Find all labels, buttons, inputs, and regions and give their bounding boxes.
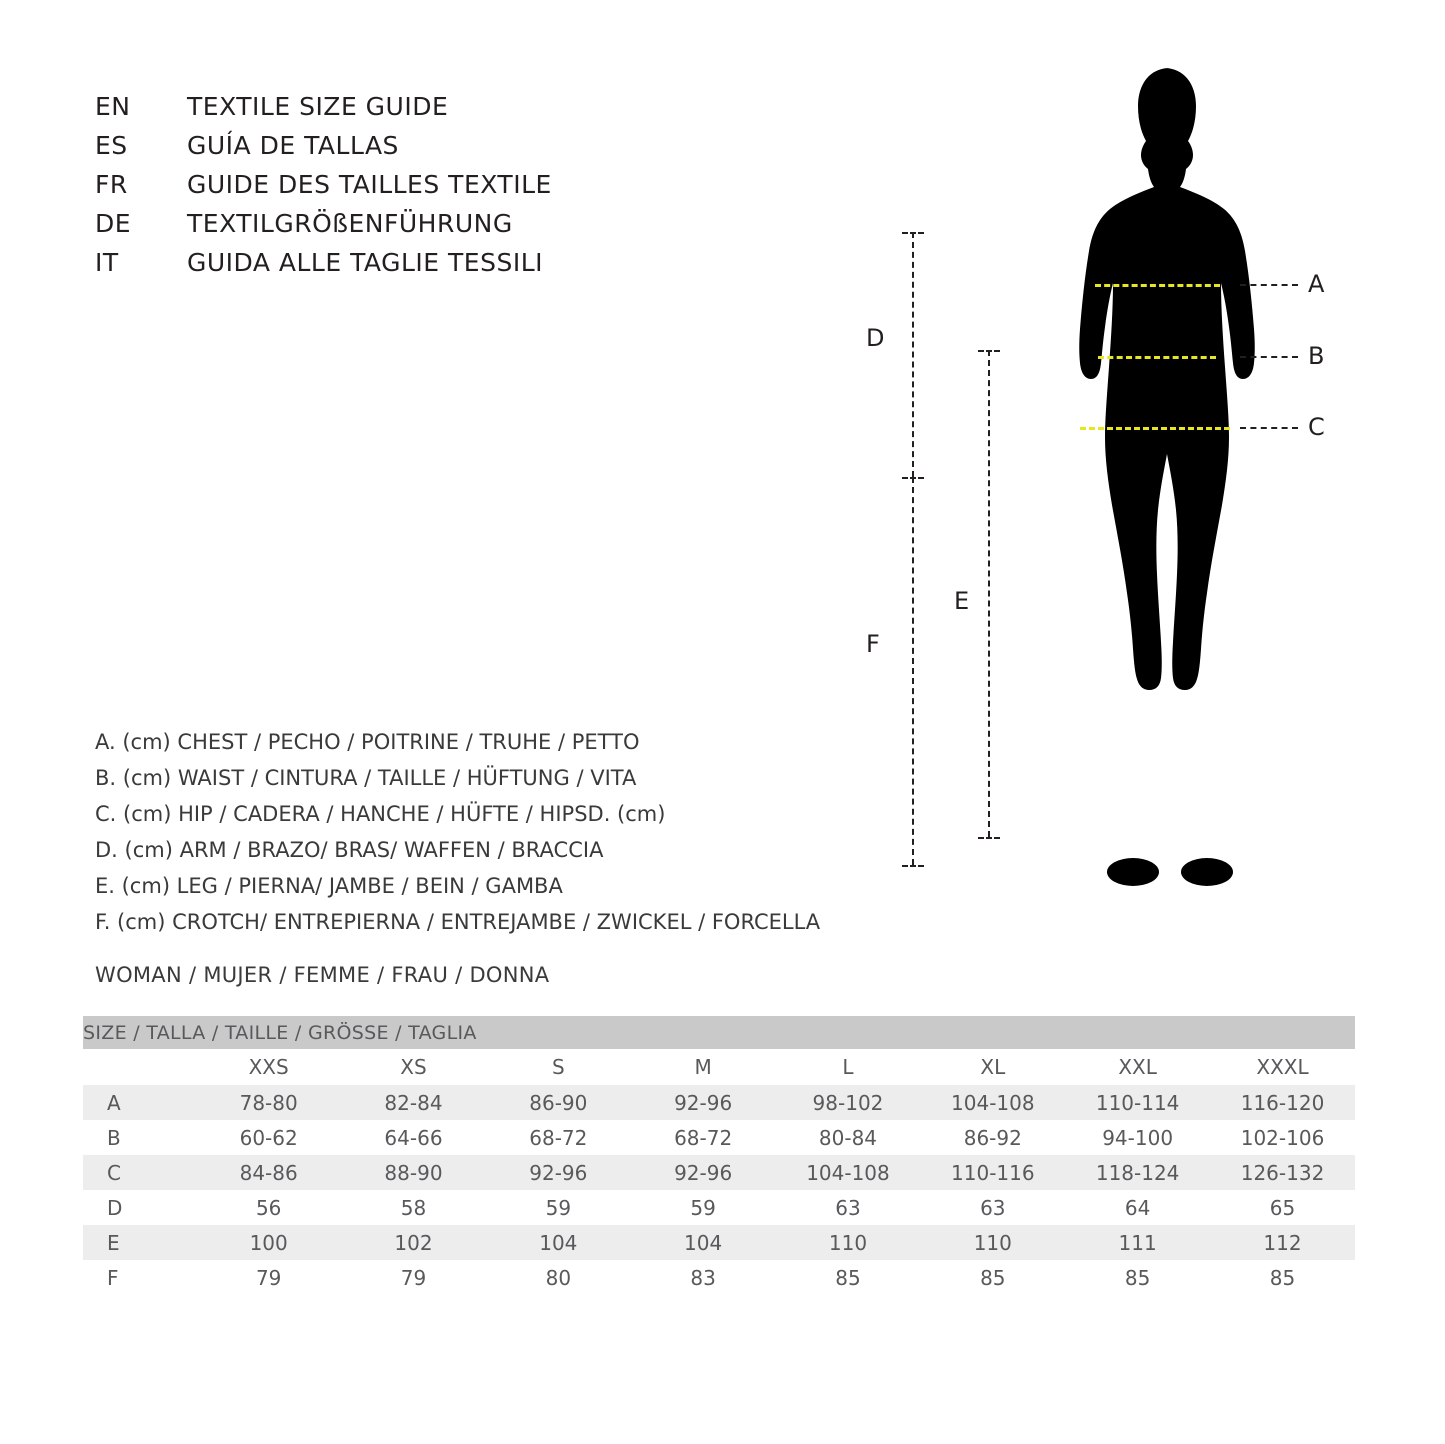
arm-dimension-tick-top: [902, 232, 924, 234]
cell-a-xs: 82-84: [341, 1085, 486, 1120]
cell-f-xs: 79: [341, 1260, 486, 1295]
cell-d-m: 59: [631, 1190, 776, 1225]
title-lang-en: EN: [95, 92, 131, 121]
cell-f-xxs: 79: [196, 1260, 341, 1295]
title-row: [95, 170, 715, 209]
cell-d-l: 63: [776, 1190, 921, 1225]
legend-item-c: C. (cm) HIP / CADERA / HANCHE / HÜFTE / HIPSD. (cm): [95, 802, 666, 826]
table-header-row: [83, 1049, 1355, 1085]
table-col-l: L: [776, 1049, 921, 1085]
cell-d-xxxl: 65: [1210, 1190, 1355, 1225]
title-row: [95, 248, 715, 287]
label-d: D: [866, 324, 885, 352]
table-caption: SIZE / TALLA / TAILLE / GRÖSSE / TAGLIA: [83, 1016, 1355, 1049]
arm-dimension-line: [912, 232, 914, 477]
table-row: [83, 1120, 1355, 1155]
cell-b-xxxl: 102-106: [1210, 1120, 1355, 1155]
cell-d-xl: 63: [920, 1190, 1065, 1225]
title-text-fr: GUIDE DES TAILLES TEXTILE: [187, 170, 552, 199]
title-block: [95, 92, 715, 287]
label-f: F: [866, 630, 881, 658]
waist-leader-line: [1240, 356, 1298, 358]
cell-b-m: 68-72: [631, 1120, 776, 1155]
cell-f-l: 85: [776, 1260, 921, 1295]
table-col-xxxl: XXXL: [1210, 1049, 1355, 1085]
table-row-label-d: D: [83, 1190, 196, 1225]
cell-b-xxl: 94-100: [1065, 1120, 1210, 1155]
table-col-m: M: [631, 1049, 776, 1085]
cell-b-xl: 86-92: [920, 1120, 1065, 1155]
title-lang-it: IT: [95, 248, 119, 277]
cell-d-xxs: 56: [196, 1190, 341, 1225]
label-b: B: [1308, 342, 1325, 370]
woman-silhouette-icon: [1020, 60, 1320, 890]
label-a: A: [1308, 270, 1325, 298]
cell-c-xxl: 118-124: [1065, 1155, 1210, 1190]
legend-item-f: F. (cm) CROTCH/ ENTREPIERNA / ENTREJAMBE / ZWICKEL / FORCELLA: [95, 910, 821, 934]
title-lang-fr: FR: [95, 170, 128, 199]
cell-e-s: 104: [486, 1225, 631, 1260]
cell-e-m: 104: [631, 1225, 776, 1260]
table-col-xxs: XXS: [196, 1049, 341, 1085]
title-row: [95, 92, 715, 131]
cell-a-xxl: 110-114: [1065, 1085, 1210, 1120]
table-row: [83, 1085, 1355, 1120]
chest-measure-line: [1095, 284, 1220, 287]
cell-b-xxs: 60-62: [196, 1120, 341, 1155]
cell-c-m: 92-96: [631, 1155, 776, 1190]
table-row-label-c: C: [83, 1155, 196, 1190]
title-text-de: TEXTILGRÖßENFÜHRUNG: [187, 209, 513, 238]
cell-d-s: 59: [486, 1190, 631, 1225]
cell-f-xxl: 85: [1065, 1260, 1210, 1295]
cell-f-xl: 85: [920, 1260, 1065, 1295]
size-table: [83, 1016, 1355, 1295]
legend-item-a: A. (cm) CHEST / PECHO / POITRINE / TRUHE / PETTO: [95, 730, 640, 754]
table-row: [83, 1155, 1355, 1190]
cell-c-s: 92-96: [486, 1155, 631, 1190]
table-row: [83, 1260, 1355, 1295]
cell-a-xxs: 78-80: [196, 1085, 341, 1120]
leg-dimension-tick-bottom: [978, 837, 1000, 839]
table-caption-row: [83, 1016, 1355, 1049]
measurement-legend: [95, 724, 925, 940]
title-row: [95, 209, 715, 248]
title-row: [95, 131, 715, 170]
cell-c-xxxl: 126-132: [1210, 1155, 1355, 1190]
table-row-label-b: B: [83, 1120, 196, 1155]
cell-f-m: 83: [631, 1260, 776, 1295]
cell-d-xxl: 64: [1065, 1190, 1210, 1225]
leg-dimension-line: [988, 350, 990, 837]
legend-item-e: E. (cm) LEG / PIERNA/ JAMBE / BEIN / GAMBA: [95, 874, 563, 898]
legend-item-d: D. (cm) ARM / BRAZO/ BRAS/ WAFFEN / BRACCIA: [95, 838, 604, 862]
hip-leader-line: [1240, 427, 1298, 429]
title-text-it: GUIDA ALLE TAGLIE TESSILI: [187, 248, 543, 277]
cell-a-xxxl: 116-120: [1210, 1085, 1355, 1120]
cell-b-s: 68-72: [486, 1120, 631, 1155]
cell-b-l: 80-84: [776, 1120, 921, 1155]
label-e: E: [954, 587, 970, 615]
cell-e-xs: 102: [341, 1225, 486, 1260]
cell-c-xl: 110-116: [920, 1155, 1065, 1190]
table-row: [83, 1225, 1355, 1260]
chest-leader-line: [1240, 284, 1298, 286]
cell-a-l: 98-102: [776, 1085, 921, 1120]
table-corner-cell: [83, 1049, 196, 1085]
cell-a-xl: 104-108: [920, 1085, 1065, 1120]
table-row-label-a: A: [83, 1085, 196, 1120]
label-c: C: [1308, 413, 1326, 441]
cell-c-xs: 88-90: [341, 1155, 486, 1190]
waist-measure-line: [1098, 356, 1216, 359]
cell-e-l: 110: [776, 1225, 921, 1260]
cell-d-xs: 58: [341, 1190, 486, 1225]
cell-e-xxl: 111: [1065, 1225, 1210, 1260]
leg-dimension-tick-top: [978, 350, 1000, 352]
table-row-label-e: E: [83, 1225, 196, 1260]
cell-e-xl: 110: [920, 1225, 1065, 1260]
hip-measure-line: [1080, 427, 1230, 430]
cell-a-s: 86-90: [486, 1085, 631, 1120]
table-row-label-f: F: [83, 1260, 196, 1295]
cell-f-s: 80: [486, 1260, 631, 1295]
table-col-xl: XL: [920, 1049, 1065, 1085]
table-col-s: S: [486, 1049, 631, 1085]
title-lang-es: ES: [95, 131, 128, 160]
cell-b-xs: 64-66: [341, 1120, 486, 1155]
cell-e-xxs: 100: [196, 1225, 341, 1260]
title-text-es: GUÍA DE TALLAS: [187, 131, 399, 160]
cell-c-l: 104-108: [776, 1155, 921, 1190]
cell-c-xxs: 84-86: [196, 1155, 341, 1190]
legend-item-b: B. (cm) WAIST / CINTURA / TAILLE / HÜFTUNG / VITA: [95, 766, 637, 790]
table-col-xxl: XXL: [1065, 1049, 1210, 1085]
title-text-en: TEXTILE SIZE GUIDE: [187, 92, 449, 121]
cell-f-xxxl: 85: [1210, 1260, 1355, 1295]
table-row: [83, 1190, 1355, 1225]
title-lang-de: DE: [95, 209, 132, 238]
gender-caption: WOMAN / MUJER / FEMME / FRAU / DONNA: [95, 963, 550, 987]
cell-a-m: 92-96: [631, 1085, 776, 1120]
table-col-xs: XS: [341, 1049, 486, 1085]
cell-e-xxxl: 112: [1210, 1225, 1355, 1260]
